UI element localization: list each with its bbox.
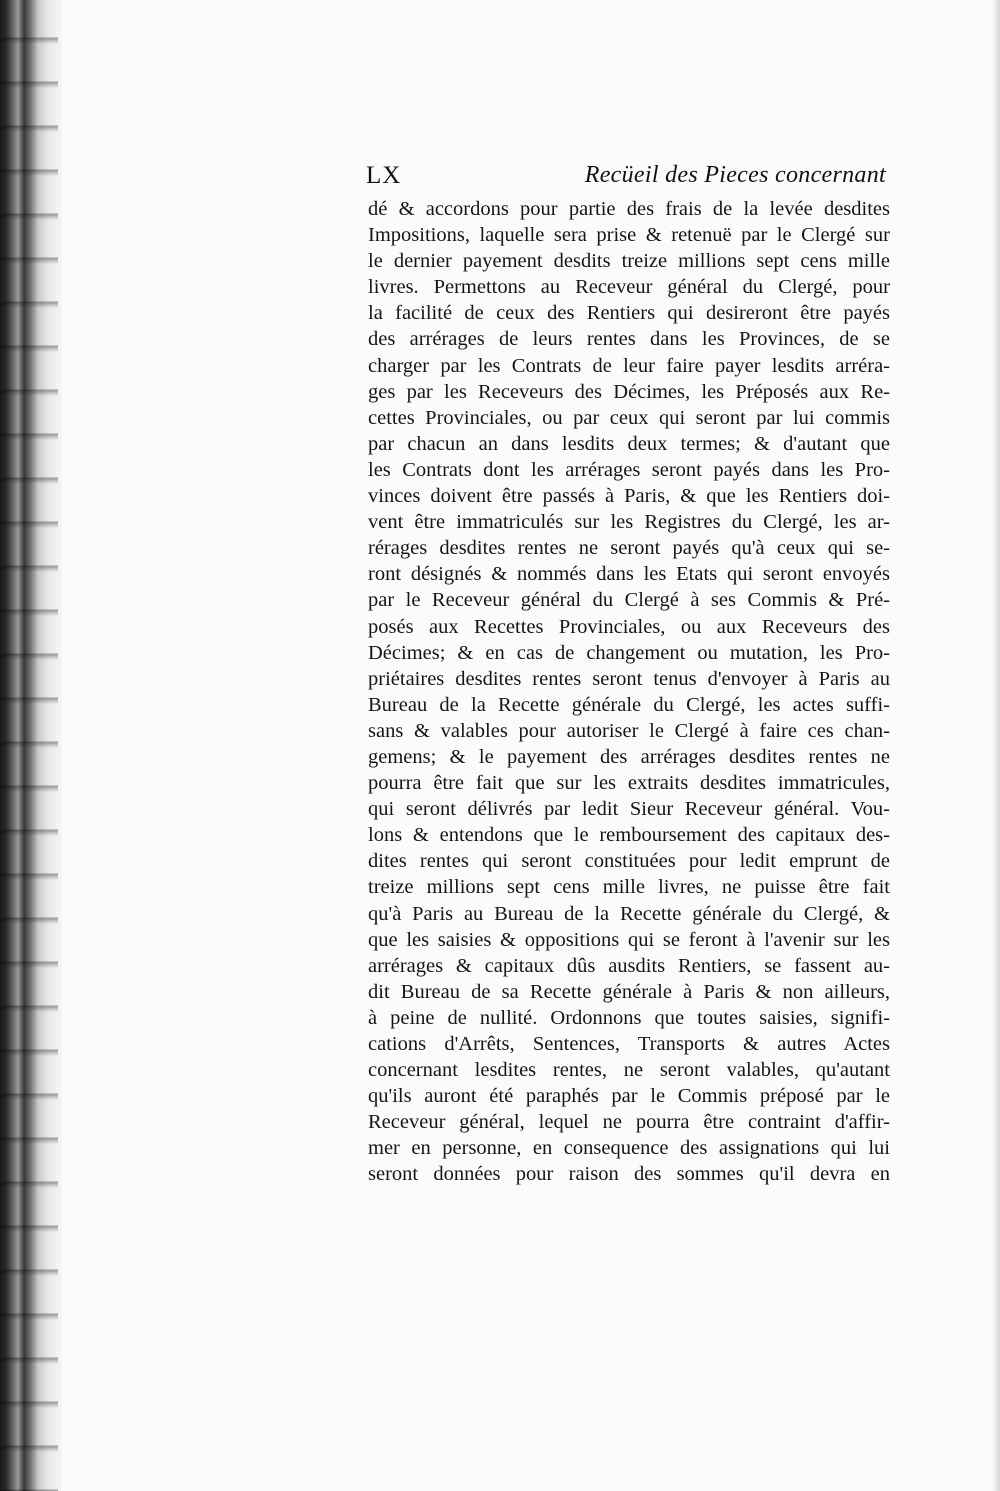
- text-line: que les saisies & oppositions qui se feront à l'avenir sur les: [368, 928, 890, 951]
- running-title: Recüeil des Pieces concernant: [584, 162, 886, 188]
- text-line: Receveur général, lequel ne pourra être contraint d'affir-: [368, 1111, 890, 1134]
- text-line: treize millions sept cens mille livres, ne puisse être fait: [368, 876, 890, 899]
- text-line: par chacun an dans lesdits deux termes; & d'autant que: [368, 432, 890, 455]
- text-line: priétaires desdites rentes seront tenus d'envoyer à Paris au: [368, 667, 890, 690]
- text-line: Impositions, laquelle sera prise & retenuë par le Clergé sur: [368, 224, 890, 247]
- text-line: cations d'Arrêts, Sentences, Transports & autres Actes: [368, 1033, 890, 1055]
- text-line: dit Bureau de sa Recette générale à Paris & non ailleurs,: [368, 980, 890, 1003]
- text-line: charger par les Contrats de leur faire payer lesdits arréra-: [368, 354, 890, 377]
- text-line: ges par les Receveurs des Décimes, les Préposés aux Re-: [368, 380, 890, 403]
- text-line: ront désignés & nommés dans les Etats qui seront envoyés: [368, 563, 890, 586]
- text-line: lons & entendons que le remboursement des capitaux des-: [368, 824, 890, 847]
- page-header: [366, 160, 886, 196]
- text-line: les Contrats dont les arrérages seront payés dans les Pro-: [368, 458, 890, 481]
- text-line: vinces doivent être passés à Paris, & que les Rentiers doi-: [368, 485, 890, 508]
- text-line: le dernier payement desdits treize millions sept cens mille: [368, 250, 890, 273]
- text-line: seront données pour raison des sommes qu'il devra en: [368, 1163, 890, 1186]
- text-line: sans & valables pour autoriser le Clergé à faire ces chan-: [368, 719, 890, 742]
- page-edge-shadow: [992, 0, 1000, 1491]
- text-line: la facilité de ceux des Rentiers qui desireront être payés: [368, 302, 890, 325]
- text-line: dé & accordons pour partie des frais de la levée desdites: [368, 198, 890, 220]
- text-line: gemens; & le payement des arrérages desdites rentes ne: [368, 745, 890, 768]
- text-line: cettes Provinciales, ou par ceux qui seront par lui commis: [368, 406, 890, 429]
- text-line: qu'à Paris au Bureau de la Recette générale du Clergé, &: [368, 902, 890, 925]
- text-line: Bureau de la Recette générale du Clergé, les actes suffi-: [368, 693, 890, 716]
- text-line: Décimes; & en cas de changement ou mutation, les Pro-: [368, 641, 890, 664]
- text-line: posés aux Recettes Provinciales, ou aux Receveurs des: [368, 615, 890, 638]
- text-line: qui seront délivrés par ledit Sieur Receveur général. Vou-: [368, 798, 890, 821]
- text-line: pourra être fait que sur les extraits desdites immatricules,: [368, 772, 890, 795]
- text-line: rérages desdites rentes ne seront payés qu'à ceux qui se-: [368, 537, 890, 560]
- page-number: LX: [366, 162, 402, 189]
- text-line: livres. Permettons au Receveur général du Clergé, pour: [368, 276, 890, 299]
- text-line: mer en personne, en consequence des assignations qui lui: [368, 1137, 890, 1160]
- body-text: [368, 196, 890, 1188]
- text-line: concernant lesdites rentes, ne seront valables, qu'autant: [368, 1059, 890, 1082]
- text-line: des arrérages de leurs rentes dans les Provinces, de se: [368, 328, 890, 351]
- text-line: vent être immatriculés sur les Registres du Clergé, les ar-: [368, 511, 890, 534]
- text-line: à peine de nullité. Ordonnons que toutes saisies, signifi-: [368, 1006, 890, 1029]
- binding-shading: [0, 0, 58, 1491]
- text-line: par le Receveur général du Clergé à ses Commis & Pré-: [368, 589, 890, 612]
- text-line: arrérages & capitaux dûs ausdits Rentiers, se fassent au-: [368, 954, 890, 977]
- text-line: dites rentes qui seront constituées pour ledit emprunt de: [368, 850, 890, 873]
- text-line: qu'ils auront été paraphés par le Commis préposé par le: [368, 1085, 890, 1108]
